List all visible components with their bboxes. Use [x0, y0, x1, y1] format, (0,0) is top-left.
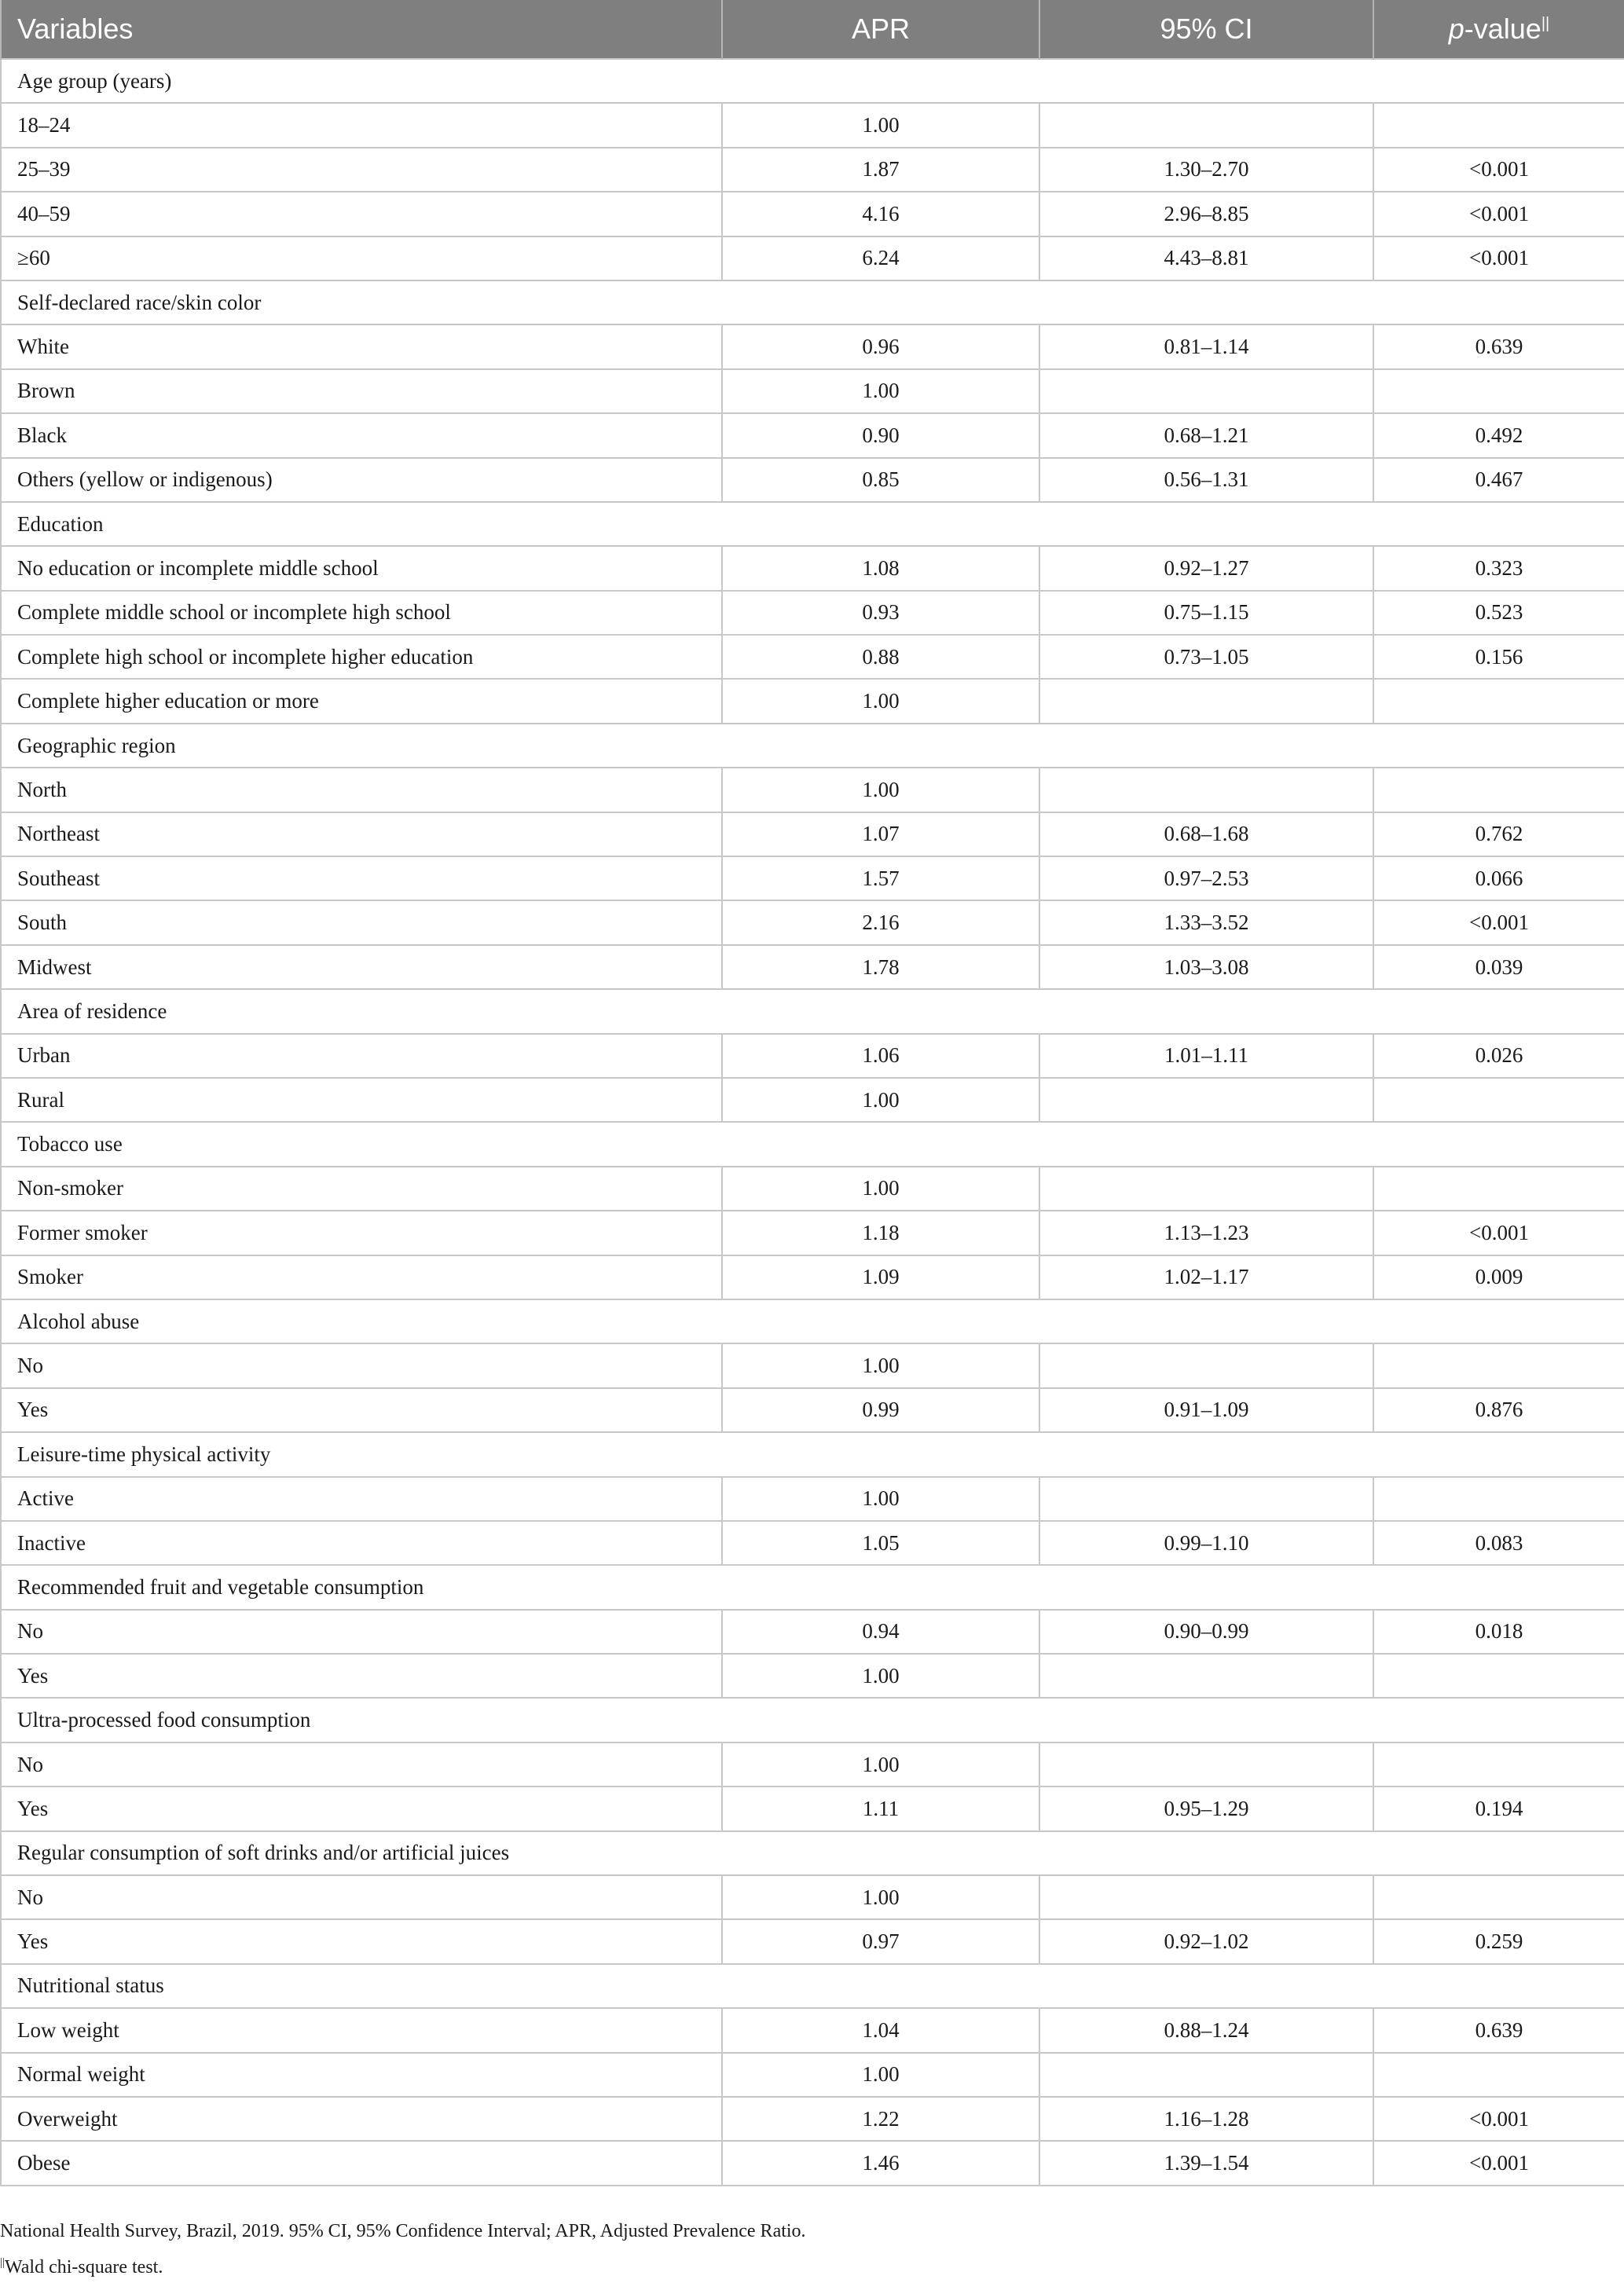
ci-cell: 1.03–3.08 — [1039, 945, 1373, 989]
footnote-mark: || — [0, 2256, 5, 2269]
p-value-cell — [1373, 1167, 1624, 1211]
variable-cell: Former smoker — [1, 1211, 722, 1255]
table-row — [1, 1477, 1624, 1521]
p-value-cell: 0.467 — [1373, 458, 1624, 502]
apr-cell: 1.05 — [722, 1521, 1039, 1565]
variable-cell: 40–59 — [1, 192, 722, 236]
apr-cell: 0.99 — [722, 1388, 1039, 1432]
ci-cell — [1039, 1167, 1373, 1211]
p-value-cell — [1373, 1742, 1624, 1786]
p-value-cell: 0.762 — [1373, 812, 1624, 856]
p-value-cell: 0.492 — [1373, 413, 1624, 457]
ci-cell: 2.96–8.85 — [1039, 192, 1373, 236]
table-row — [1, 1610, 1624, 1654]
ci-cell: 0.99–1.10 — [1039, 1521, 1373, 1565]
group-label: Alcohol abuse — [1, 1299, 1624, 1343]
variable-cell: Southeast — [1, 856, 722, 900]
footnote-wald-text: Wald chi-square test. — [5, 2257, 163, 2278]
p-value-cell: 0.083 — [1373, 1521, 1624, 1565]
group-label: Education — [1, 502, 1624, 546]
table-row — [1, 413, 1624, 457]
ci-cell — [1039, 1875, 1373, 1919]
ci-cell — [1039, 679, 1373, 723]
apr-cell: 1.11 — [722, 1786, 1039, 1830]
table-row — [1, 591, 1624, 635]
header-variables: Variables — [1, 0, 722, 59]
ci-cell — [1039, 1742, 1373, 1786]
table-row — [1, 856, 1624, 900]
ci-cell — [1039, 768, 1373, 812]
apr-cell: 1.00 — [722, 1654, 1039, 1698]
ci-cell — [1039, 1477, 1373, 1521]
table-row — [1, 1875, 1624, 1919]
table-row — [1, 679, 1624, 723]
ci-cell: 1.33–3.52 — [1039, 900, 1373, 944]
group-header-row — [1, 1964, 1624, 2008]
p-value-cell — [1373, 2053, 1624, 2097]
table-row — [1, 369, 1624, 413]
table-row — [1, 1343, 1624, 1387]
ci-cell: 0.88–1.24 — [1039, 2008, 1373, 2052]
apr-cell: 1.00 — [722, 679, 1039, 723]
variable-cell: Northeast — [1, 812, 722, 856]
apr-cell: 1.06 — [722, 1034, 1039, 1078]
ci-cell: 0.92–1.02 — [1039, 1919, 1373, 1963]
ci-cell — [1039, 1078, 1373, 1122]
table-row — [1, 1742, 1624, 1786]
group-label: Age group (years) — [1, 59, 1624, 103]
variable-cell: No — [1, 1875, 722, 1919]
variable-cell: Obese — [1, 2141, 722, 2185]
group-label: Recommended fruit and vegetable consumption — [1, 1565, 1624, 1609]
table-row — [1, 1786, 1624, 1830]
group-label: Ultra-processed food consumption — [1, 1698, 1624, 1742]
footnote-wald — [0, 2247, 1624, 2283]
apr-cell: 6.24 — [722, 236, 1039, 280]
group-header-row — [1, 1299, 1624, 1343]
table-row — [1, 148, 1624, 192]
p-value-cell: 0.259 — [1373, 1919, 1624, 1963]
group-header-row — [1, 1831, 1624, 1875]
apr-cell: 1.04 — [722, 2008, 1039, 2052]
variable-cell: 18–24 — [1, 103, 722, 147]
p-value-cell: 0.039 — [1373, 945, 1624, 989]
table-row — [1, 1211, 1624, 1255]
variable-cell: Rural — [1, 1078, 722, 1122]
variable-cell: Normal weight — [1, 2053, 722, 2097]
header-p-mark: || — [1541, 15, 1550, 32]
ci-cell: 1.02–1.17 — [1039, 1255, 1373, 1299]
variable-cell: Yes — [1, 1919, 722, 1963]
p-value-cell: 0.523 — [1373, 591, 1624, 635]
variable-cell: Active — [1, 1477, 722, 1521]
group-label: Tobacco use — [1, 1122, 1624, 1166]
apr-cell: 0.85 — [722, 458, 1039, 502]
table-row — [1, 458, 1624, 502]
ci-cell: 1.39–1.54 — [1039, 2141, 1373, 2185]
ci-cell: 1.01–1.11 — [1039, 1034, 1373, 1078]
group-label: Nutritional status — [1, 1964, 1624, 2008]
p-value-cell: <0.001 — [1373, 1211, 1624, 1255]
table-row — [1, 1388, 1624, 1432]
table-row — [1, 2008, 1624, 2052]
group-header-row — [1, 724, 1624, 768]
apr-cell: 1.07 — [722, 812, 1039, 856]
group-label: Self-declared race/skin color — [1, 280, 1624, 324]
table-row — [1, 1521, 1624, 1565]
apr-cell: 4.16 — [722, 192, 1039, 236]
ci-cell: 1.13–1.23 — [1039, 1211, 1373, 1255]
apr-cell: 1.00 — [722, 768, 1039, 812]
table-row — [1, 635, 1624, 679]
group-header-row — [1, 1565, 1624, 1609]
header-p-rest: -value — [1464, 13, 1542, 45]
variable-cell: Urban — [1, 1034, 722, 1078]
variable-cell: White — [1, 324, 722, 368]
ci-cell: 0.81–1.14 — [1039, 324, 1373, 368]
table-row — [1, 2141, 1624, 2185]
variable-cell: Midwest — [1, 945, 722, 989]
p-value-cell — [1373, 103, 1624, 147]
apr-cell: 1.46 — [722, 2141, 1039, 2185]
table-row — [1, 1078, 1624, 1122]
p-value-cell: 0.194 — [1373, 1786, 1624, 1830]
variable-cell: Yes — [1, 1388, 722, 1432]
apr-cell: 0.97 — [722, 1919, 1039, 1963]
header-row — [1, 0, 1624, 59]
ci-cell — [1039, 369, 1373, 413]
ci-cell: 0.91–1.09 — [1039, 1388, 1373, 1432]
apr-cell: 1.00 — [722, 369, 1039, 413]
variable-cell: Complete high school or incomplete higher education — [1, 635, 722, 679]
p-value-cell: 0.323 — [1373, 546, 1624, 590]
variable-cell: No — [1, 1742, 722, 1786]
p-value-cell: 0.639 — [1373, 2008, 1624, 2052]
apr-cell: 0.94 — [722, 1610, 1039, 1654]
ci-cell: 0.56–1.31 — [1039, 458, 1373, 502]
table-row — [1, 324, 1624, 368]
ci-cell: 0.90–0.99 — [1039, 1610, 1373, 1654]
p-value-cell — [1373, 1078, 1624, 1122]
table-row — [1, 1034, 1624, 1078]
header-ci: 95% CI — [1039, 0, 1373, 59]
table-row — [1, 1167, 1624, 1211]
table-row — [1, 546, 1624, 590]
group-label: Geographic region — [1, 724, 1624, 768]
group-header-row — [1, 280, 1624, 324]
ci-cell: 4.43–8.81 — [1039, 236, 1373, 280]
p-value-cell: 0.066 — [1373, 856, 1624, 900]
apr-cell: 1.18 — [722, 1211, 1039, 1255]
p-value-cell: <0.001 — [1373, 148, 1624, 192]
table-row — [1, 192, 1624, 236]
group-header-row — [1, 1432, 1624, 1476]
variable-cell: South — [1, 900, 722, 944]
apr-cell: 0.93 — [722, 591, 1039, 635]
p-value-cell: <0.001 — [1373, 900, 1624, 944]
ci-cell: 1.30–2.70 — [1039, 148, 1373, 192]
variable-cell: Inactive — [1, 1521, 722, 1565]
variable-cell: Others (yellow or indigenous) — [1, 458, 722, 502]
apr-cell: 1.00 — [722, 1477, 1039, 1521]
table-row — [1, 1255, 1624, 1299]
apr-cell: 0.96 — [722, 324, 1039, 368]
variable-cell: No education or incomplete middle school — [1, 546, 722, 590]
ci-cell — [1039, 1654, 1373, 1698]
header-apr: APR — [722, 0, 1039, 59]
apr-cell: 1.00 — [722, 1742, 1039, 1786]
p-value-cell: 0.156 — [1373, 635, 1624, 679]
variable-cell: Smoker — [1, 1255, 722, 1299]
ci-cell — [1039, 103, 1373, 147]
apr-cell: 1.00 — [722, 103, 1039, 147]
group-header-row — [1, 59, 1624, 103]
ci-cell: 0.95–1.29 — [1039, 1786, 1373, 1830]
p-value-cell: 0.009 — [1373, 1255, 1624, 1299]
p-value-cell: <0.001 — [1373, 192, 1624, 236]
table-header — [1, 0, 1624, 59]
table-row — [1, 2097, 1624, 2141]
variable-cell: North — [1, 768, 722, 812]
table-body — [1, 59, 1624, 2186]
ci-cell — [1039, 2053, 1373, 2097]
variable-cell: 25–39 — [1, 148, 722, 192]
variable-cell: Complete middle school or incomplete high school — [1, 591, 722, 635]
table-row — [1, 900, 1624, 944]
group-header-row — [1, 989, 1624, 1033]
ci-cell: 0.68–1.21 — [1039, 413, 1373, 457]
table-footnotes — [0, 2215, 1624, 2283]
apr-cell: 0.90 — [722, 413, 1039, 457]
p-value-cell: <0.001 — [1373, 236, 1624, 280]
apr-cell: 1.22 — [722, 2097, 1039, 2141]
group-label: Area of residence — [1, 989, 1624, 1033]
apr-cell: 1.00 — [722, 1167, 1039, 1211]
variable-cell: No — [1, 1343, 722, 1387]
variable-cell: Overweight — [1, 2097, 722, 2141]
ci-cell: 0.73–1.05 — [1039, 635, 1373, 679]
apr-cell: 1.08 — [722, 546, 1039, 590]
p-value-cell — [1373, 1343, 1624, 1387]
header-p-value — [1373, 0, 1624, 59]
p-value-cell — [1373, 369, 1624, 413]
p-value-cell: <0.001 — [1373, 2141, 1624, 2185]
p-value-cell: 0.026 — [1373, 1034, 1624, 1078]
apr-cell: 2.16 — [722, 900, 1039, 944]
apr-cell: 0.88 — [722, 635, 1039, 679]
variable-cell: ≥60 — [1, 236, 722, 280]
variable-cell: Yes — [1, 1654, 722, 1698]
apr-cell: 1.00 — [722, 1343, 1039, 1387]
footnote-source: National Health Survey, Brazil, 2019. 95% CI, 95% Confidence Interval; APR, Adjusted Prevalence Ratio. — [0, 2221, 806, 2241]
ci-cell: 0.75–1.15 — [1039, 591, 1373, 635]
apr-cell: 1.09 — [722, 1255, 1039, 1299]
apr-cell: 1.00 — [722, 1078, 1039, 1122]
apr-cell: 1.78 — [722, 945, 1039, 989]
p-value-cell — [1373, 679, 1624, 723]
apr-cell: 1.00 — [722, 1875, 1039, 1919]
p-value-cell: 0.876 — [1373, 1388, 1624, 1432]
p-value-cell: 0.639 — [1373, 324, 1624, 368]
variable-cell: Non-smoker — [1, 1167, 722, 1211]
table-row — [1, 812, 1624, 856]
variable-cell: No — [1, 1610, 722, 1654]
p-value-cell — [1373, 1654, 1624, 1698]
group-header-row — [1, 1122, 1624, 1166]
table-row — [1, 103, 1624, 147]
variable-cell: Low weight — [1, 2008, 722, 2052]
group-label: Leisure-time physical activity — [1, 1432, 1624, 1476]
apr-cell: 1.00 — [722, 2053, 1039, 2097]
ci-cell: 1.16–1.28 — [1039, 2097, 1373, 2141]
p-value-cell — [1373, 1875, 1624, 1919]
table-row — [1, 768, 1624, 812]
apr-cell: 1.87 — [722, 148, 1039, 192]
apr-cell: 1.57 — [722, 856, 1039, 900]
ci-cell — [1039, 1343, 1373, 1387]
p-value-cell — [1373, 768, 1624, 812]
group-header-row — [1, 1698, 1624, 1742]
p-value-cell: 0.018 — [1373, 1610, 1624, 1654]
variable-cell: Black — [1, 413, 722, 457]
ci-cell: 0.97–2.53 — [1039, 856, 1373, 900]
ci-cell: 0.92–1.27 — [1039, 546, 1373, 590]
table-row — [1, 945, 1624, 989]
table-row — [1, 1919, 1624, 1963]
group-label: Regular consumption of soft drinks and/or artificial juices — [1, 1831, 1624, 1875]
variable-cell: Brown — [1, 369, 722, 413]
header-p-italic: p — [1448, 13, 1465, 45]
p-value-cell — [1373, 1477, 1624, 1521]
table-row — [1, 2053, 1624, 2097]
table-row — [1, 236, 1624, 280]
table-row — [1, 1654, 1624, 1698]
p-value-cell: <0.001 — [1373, 2097, 1624, 2141]
variable-cell: Yes — [1, 1786, 722, 1830]
group-header-row — [1, 502, 1624, 546]
ci-cell: 0.68–1.68 — [1039, 812, 1373, 856]
variable-cell: Complete higher education or more — [1, 679, 722, 723]
